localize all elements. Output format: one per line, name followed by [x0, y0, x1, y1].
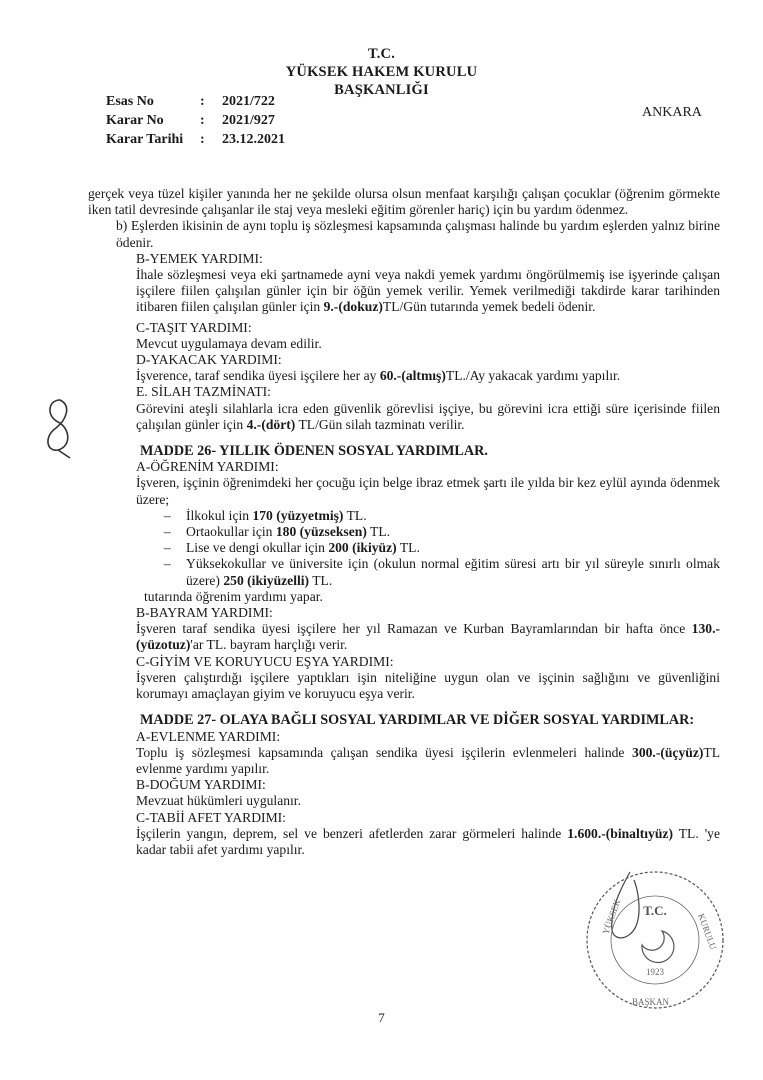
- education-aid-list: [88, 508, 720, 589]
- seal-center-text: T.C.: [643, 903, 667, 918]
- tarih-value: 23.12.2021: [222, 132, 285, 147]
- official-seal-icon: [580, 855, 730, 1025]
- document-body: [88, 186, 720, 858]
- tarih-row: [106, 130, 285, 149]
- esas-row: [106, 92, 285, 111]
- seal-ring-right: KURULU: [696, 912, 719, 951]
- karar-row: [106, 111, 285, 130]
- seal-ring-left: YÜKSEK: [600, 897, 623, 936]
- tarih-label: Karar Tarihi: [106, 132, 184, 147]
- section-tasit-text: Mevcut uygulamaya devam edilir.: [136, 335, 322, 351]
- karar-label: Karar No: [106, 113, 164, 128]
- section-ogrenim-text: İşveren, işçinin öğrenimdeki her çocuğu için belge ibraz etmek şartı ile yılda bir kez eylül ayında ödenmek üzere;: [136, 475, 720, 507]
- colon: :: [200, 113, 205, 128]
- section-dogum-text: Mevzuat hükümleri uygulanır.: [136, 793, 301, 809]
- header-tc: T.C.: [367, 46, 396, 62]
- education-aid-closing: tutarında öğrenim yardımı yapar.: [144, 588, 323, 604]
- article-27-title: MADDE 27- OLAYA BAĞLI SOSYAL YARDIMLAR VE DİĞER SOSYAL YARDIMLAR:: [140, 712, 695, 729]
- esas-label: Esas No: [106, 94, 154, 109]
- header-institution: YÜKSEK HAKEM KURULU: [285, 64, 478, 80]
- section-evlenme-text: Toplu iş sözleşmesi kapsamında çalışan sendika üyesi işçilerin evlenmeleri halinde 300.-(üçyüz)TL evlenme yardımı yapılır.: [136, 744, 720, 776]
- case-metadata: [106, 92, 285, 149]
- section-bayram-title: B-BAYRAM YARDIMI:: [136, 605, 273, 621]
- esas-value: 2021/722: [222, 94, 275, 109]
- colon: :: [200, 94, 205, 109]
- seal-year: 1923: [646, 967, 664, 977]
- seal-ring-bottom: BAŞKAN: [632, 997, 670, 1007]
- list-item: – Yüksekokullar ve üniversite için (okulun normal eğitim süresi artı bir yıl süreyle sınırlı olmak üzere) 250 (ikiyüzelli) TL.: [164, 556, 720, 588]
- section-silah-title: E. SİLAH TAZMİNATI:: [136, 384, 271, 400]
- section-afet-text: İşçilerin yangın, deprem, sel ve benzeri afetlerden zarar görmeleri halinde 1.600.-(binaltıyüz) TL. 'ye kadar tabii afet yardımı yapılır.: [136, 825, 720, 857]
- handwritten-initial-icon: [40, 392, 80, 462]
- list-item: – Ortaokullar için 180 (yüzseksen) TL.: [164, 524, 720, 540]
- colon: :: [200, 132, 205, 147]
- section-bayram-text: İşveren taraf sendika üyesi işçilere her yıl Ramazan ve Kurban Bayramlarından bir hafta önce 130.-(yüzotuz)'ar TL. bayram harçlığı verir.: [136, 621, 720, 653]
- section-ogrenim-title: A-ÖĞRENİM YARDIMI:: [136, 459, 279, 475]
- page-number: 7: [378, 1010, 385, 1025]
- city-label: ANKARA: [642, 105, 702, 120]
- karar-value: 2021/927: [222, 113, 275, 128]
- list-item: – İlkokul için 170 (yüzyetmiş) TL.: [164, 508, 720, 524]
- section-tasit-title: C-TAŞIT YARDIMI:: [136, 319, 252, 335]
- article-26-title: MADDE 26- YILLIK ÖDENEN SOSYAL YARDIMLAR.: [140, 443, 488, 460]
- section-afet-title: C-TABİİ AFET YARDIMI:: [136, 809, 286, 825]
- section-dogum-title: B-DOĞUM YARDIMI:: [136, 777, 266, 793]
- section-silah-text: Görevini ateşli silahlarla icra eden güvenlik görevlisi işçiye, bu görevini icra ettiği süre içerisinde fiilen çalışılan günler için 4.-(dört) TL/Gün silah tazminatı verilir.: [136, 400, 720, 432]
- paragraph-children: gerçek veya tüzel kişiler yanında her ne şekilde olursa olsun menfaat karşılığı çalışan çocuklar (öğrenim görmekte iken tatil devresinde çalışanlar ile staj veya mesleki eğitim görenler hariç) için bu yardım ödenmez.: [88, 186, 720, 218]
- list-item: – Lise ve dengi okullar için 200 (ikiyüz) TL.: [164, 540, 720, 556]
- section-giyim-text: İşveren çalıştırdığı işçilere yaptıkları işin niteliğine uygun olan ve işçinin sağlığını ve güvenliğini korumayı amaçlayan giyim ve koruyucu eşya verir.: [136, 669, 720, 702]
- section-giyim-title: C-GİYİM VE KORUYUCU EŞYA YARDIMI:: [136, 653, 394, 669]
- header-department: BAŞKANLIĞI: [334, 82, 429, 98]
- section-evlenme-title: A-EVLENME YARDIMI:: [136, 728, 281, 744]
- section-yakacak-title: D-YAKACAK YARDIMI:: [136, 352, 282, 368]
- section-yakacak-text: İşverence, taraf sendika üyesi işçilere her ay 60.-(altmış)TL./Ay yakacak yardımı yapılır.: [136, 368, 621, 384]
- section-yemek-text: İhale sözleşmesi veya eki şartnamede ayni veya nakdi yemek yardımı öngörülmemiş ise işyerinde çalışan işçilere fiilen çalışılan günler için bir öğün yemek verilir. Yemek verilmediği takdirde karar tarihinden itibaren fiilen çalışılan günler için 9.-(dokuz)TL/Gün tutarında yemek bedeli ödenir.: [136, 267, 720, 315]
- paragraph-spouses: b) Eşlerden ikisinin de aynı toplu iş sözleşmesi kapsamında çalışması halinde bu yardım eşlerden yalnız birine ödenir.: [116, 218, 720, 250]
- section-yemek-title: B-YEMEK YARDIMI:: [136, 250, 263, 266]
